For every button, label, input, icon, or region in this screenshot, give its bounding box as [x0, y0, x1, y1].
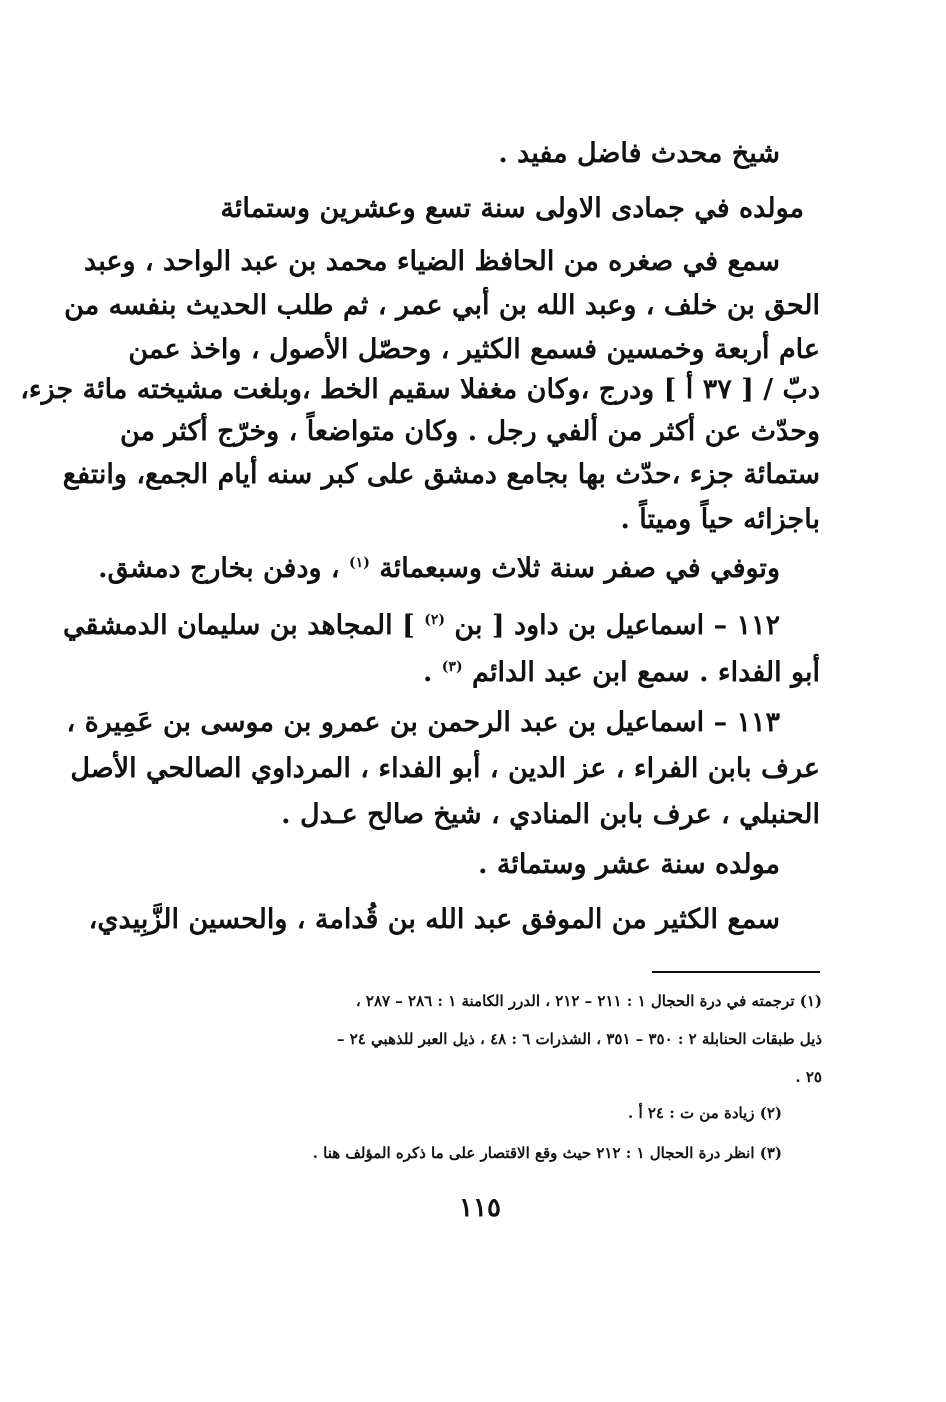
text-line-5 [128, 330, 820, 370]
footnote-ref-2: (٢) [424, 612, 445, 628]
text-line-5-text: عام أربعة وخمسين فسمع الكثير ، وحصّل الأصول ، واخذ عمن [128, 334, 820, 365]
text-line-2 [220, 189, 804, 229]
entry-113-line-4-text: مولده سنة عشر وستمائة . [478, 849, 780, 880]
text-line-8-text: ستمائة جزء ،حدّث بها بجامع دمشق على كبر سنه أيام الجمع، وانتفع [62, 459, 820, 490]
text-line-4 [64, 286, 820, 326]
text-line-6-text: دبّ / [ ٣٧ أ ] ودرج ،وكان مغفلا سقيم الخط ،وبلغت مشيخته مائة جزء، [20, 374, 820, 405]
text-line-10 [98, 549, 780, 589]
text-line-1-text: شيخ محدث فاضل مفيد . [498, 138, 780, 169]
footnote-2-text: (٢) زيادة من ت : ٢٤ أ . [628, 1104, 782, 1122]
text-line-7 [120, 412, 820, 452]
footnote-1-line-1-text: (١) ترجمته في درة الحجال ١ : ٢١١ – ٢١٢ ، الدرر الكامنة ١ : ٢٨٦ – ٢٨٧ ، [355, 992, 822, 1010]
entry-113-line-1 [67, 703, 780, 743]
text-line-3-text: سمع في صغره من الحافظ الضياء محمد بن عبد الواحد ، وعبد [84, 246, 780, 277]
footnote-3-text: (٣) انظر درة الحجال ١ : ٢١٢ حيث وقع الاقتصار على ما ذكره المؤلف هنا . [312, 1144, 782, 1162]
entry-112-line-2 [423, 653, 820, 693]
text-line-4-text: الحق بن خلف ، وعبد الله بن أبي عمر ، ثم طلب الحديث بنفسه من [64, 290, 820, 321]
footnote-1-line-3-text: ٢٥ . [795, 1068, 822, 1086]
footnote-separator [652, 971, 820, 973]
entry-113-line-3-text: الحنبلي ، عرف بابن المنادي ، شيخ صالح عـدل . [281, 799, 820, 830]
text-line-8 [63, 455, 820, 495]
footnote-1-line-1 [356, 990, 822, 1012]
entry-112-line-1-text-b: ] المجاهد بن سليمان الدمشقي [62, 610, 415, 641]
entry-112-line-1-text-a: ١١٢ – اسماعيل بن داود [ بن [454, 610, 780, 641]
entry-113-line-2 [70, 749, 820, 789]
text-line-3 [84, 242, 780, 282]
text-line-10-text-b: ، ودفن بخارج دمشق. [98, 553, 340, 584]
entry-112-line-2-text-a: أبو الفداء . سمع ابن عبد الدائم [471, 657, 820, 688]
entry-113-line-5 [89, 900, 780, 940]
footnote-ref-3: (٣) [441, 659, 463, 675]
entry-113-line-2-text: عرف بابن الفراء ، عز الدين ، أبو الفداء ، المرداوي الصالحي الأصل [70, 753, 820, 784]
entry-112-line-2-text-b: . [422, 657, 433, 688]
text-line-1 [498, 134, 780, 174]
text-line-6 [20, 370, 820, 410]
text-line-9 [620, 500, 820, 540]
footnote-3 [313, 1142, 782, 1164]
footnote-1-line-2 [337, 1028, 822, 1050]
footnote-1-line-3 [795, 1066, 822, 1088]
text-line-7-text: وحدّث عن أكثر من ألفي رجل . وكان متواضعاً ، وخرّج أكثر من [119, 416, 820, 447]
text-line-10-text-a: وتوفي في صفر سنة ثلاث وسبعمائة [379, 553, 780, 584]
footnote-ref-1: (١) [349, 555, 370, 571]
entry-113-line-1-text: ١١٣ – اسماعيل بن عبد الرحمن بن عمرو بن موسى بن عَمِيرة ، [66, 707, 780, 738]
text-line-2-text: مولده في جمادى الاولى سنة تسع وعشرين وستمائة [220, 193, 804, 224]
entry-112-line-1 [63, 606, 780, 646]
footnote-2 [628, 1102, 782, 1124]
entry-113-line-5-text: سمع الكثير من الموفق عبد الله بن قُدامة ، والحسين الزَّبِيدي، [88, 904, 780, 935]
text-line-9-text: باجزائه حياً وميتاً . [620, 504, 820, 535]
footnote-1-line-2-text: ذيل طبقات الحنابلة ٢ : ٣٥٠ – ٣٥١ ، الشذرات ٦ : ٤٨ ، ذيل العبر للذهبي ٢٤ – [336, 1030, 822, 1048]
entry-113-line-4 [478, 845, 780, 885]
page-number: ١١٥ [459, 1193, 501, 1223]
entry-113-line-3 [281, 795, 820, 835]
